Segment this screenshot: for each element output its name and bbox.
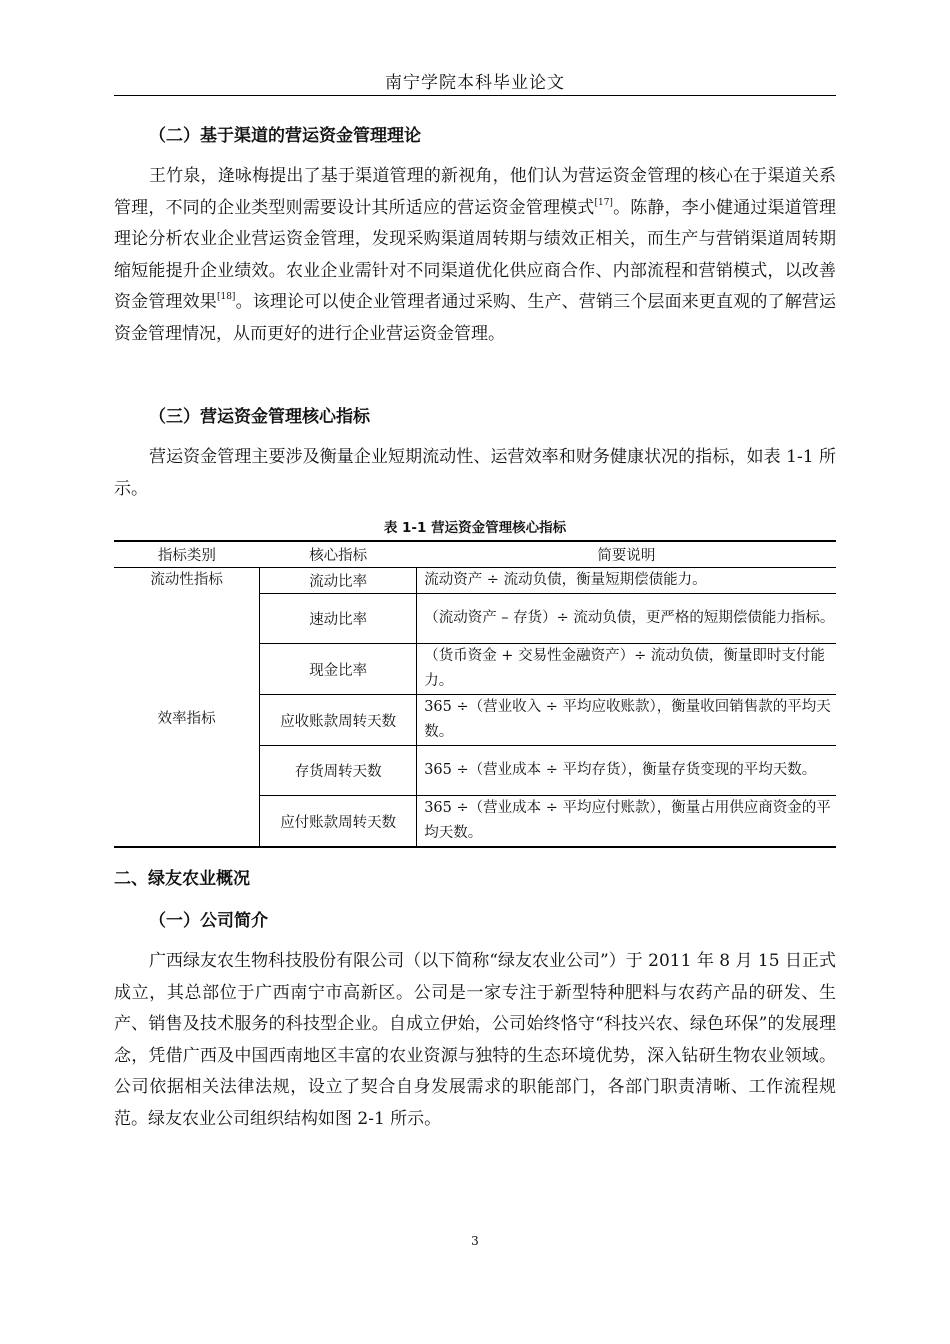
section-heading-company-profile: （一）公司简介 xyxy=(149,911,268,931)
description-cell: 365 ÷（营业成本 ÷ 平均存货），衡量存货变现的平均天数。 xyxy=(417,746,836,796)
header-rule xyxy=(114,95,836,96)
category-cell: 流动性指标 xyxy=(150,572,223,588)
paragraph-channel-theory xyxy=(114,161,836,350)
running-header: 南宁学院本科毕业论文 xyxy=(385,73,565,93)
description-cell: 365 ÷（营业成本 ÷ 平均应付账款），衡量占用供应商资金的平均天数。 xyxy=(417,796,836,848)
description-cell: （流动资产 – 存货）÷ 流动负债，更严格的短期偿债能力指标。 xyxy=(417,594,836,644)
table-row xyxy=(114,695,836,746)
paragraph-core-indicators: 营运资金管理主要涉及衡量企业短期流动性、运营效率和财务健康状况的指标，如表 1-1 所示。 xyxy=(114,447,836,499)
column-header: 核心指标 xyxy=(260,541,417,568)
table-row xyxy=(114,568,836,594)
section-heading-core-indicators: （三）营运资金管理核心指标 xyxy=(149,407,370,427)
citation-ref: [17] xyxy=(594,197,613,208)
indicator-cell: 现金比率 xyxy=(260,644,417,695)
section-heading-channel-theory: （二）基于渠道的营运资金管理理论 xyxy=(149,126,421,146)
indicator-cell: 应收账款周转天数 xyxy=(260,695,417,746)
chapter-heading-company-overview: 二、绿友农业概况 xyxy=(114,869,250,889)
description-cell: 365 ÷（营业收入 ÷ 平均应收账款），衡量收回销售款的平均天数。 xyxy=(417,695,836,746)
description-cell: （货币资金 + 交易性金融资产）÷ 流动负债，衡量即时支付能力。 xyxy=(417,644,836,695)
indicator-cell: 流动比率 xyxy=(260,568,417,594)
citation-ref: [18] xyxy=(216,292,236,302)
paragraph-text: 。该理论可以使企业管理者通过采购、生产、营销三个层面来更直观的了解营运资金管理情况，从而更好的进行企业营运资金管理。 xyxy=(114,292,837,344)
table-caption: 表 1-1 营运资金管理核心指标 xyxy=(383,520,567,536)
column-header: 简要说明 xyxy=(417,541,836,568)
indicator-table xyxy=(114,540,836,848)
description-cell: 流动资产 ÷ 流动负债，衡量短期偿债能力。 xyxy=(417,568,836,594)
page-number: 3 xyxy=(471,1234,479,1248)
indicator-cell: 速动比率 xyxy=(260,594,417,644)
paragraph-company-profile: 广西绿友农生物科技股份有限公司（以下简称“绿友农业公司”）于 2011 年 8 月 15 日正式成立，其总部位于广西南宁市高新区。公司是一家专注于新型特种肥料与农药产品的研发、生产、销售及技术服务的科技型企业。自成立伊始，公司始终恪守“科技兴农、绿色环保”的发展理念，凭借广西及中国西南地区丰富的农业资源与独特的生态环境优势，深入钻研生物农业领域。公司依据相关法律法规，设立了契合自身发展需求的职能部门，各部门职责清晰、工作流程规范。绿友农业公司组织结构如图 2-1 所示。 xyxy=(114,951,836,1129)
category-cell: 效率指标 xyxy=(157,710,216,727)
indicator-cell: 存货周转天数 xyxy=(260,746,417,796)
column-header: 指标类别 xyxy=(114,541,260,568)
table-header-row xyxy=(114,541,836,568)
paragraph-text: 王竹泉，逄咏梅提出了基于渠道管理的新视角，他们认为营运资金管理的核心在于渠道关系管理，不同的企业类型则需要设计其所适应的营运资金管理模式 xyxy=(114,166,836,218)
indicator-cell: 应付账款周转天数 xyxy=(260,796,417,848)
paragraph-text: 。陈静，李小健通过渠道管理理论分析农业企业营运资金管理，发现采购渠道周转期与绩效正相关，而生产与营销渠道周转期缩短能提升企业绩效。农业企业需针对不同渠道优化供应商合作、内部流程和营销模式，以改善资金管理效果 xyxy=(114,197,837,312)
